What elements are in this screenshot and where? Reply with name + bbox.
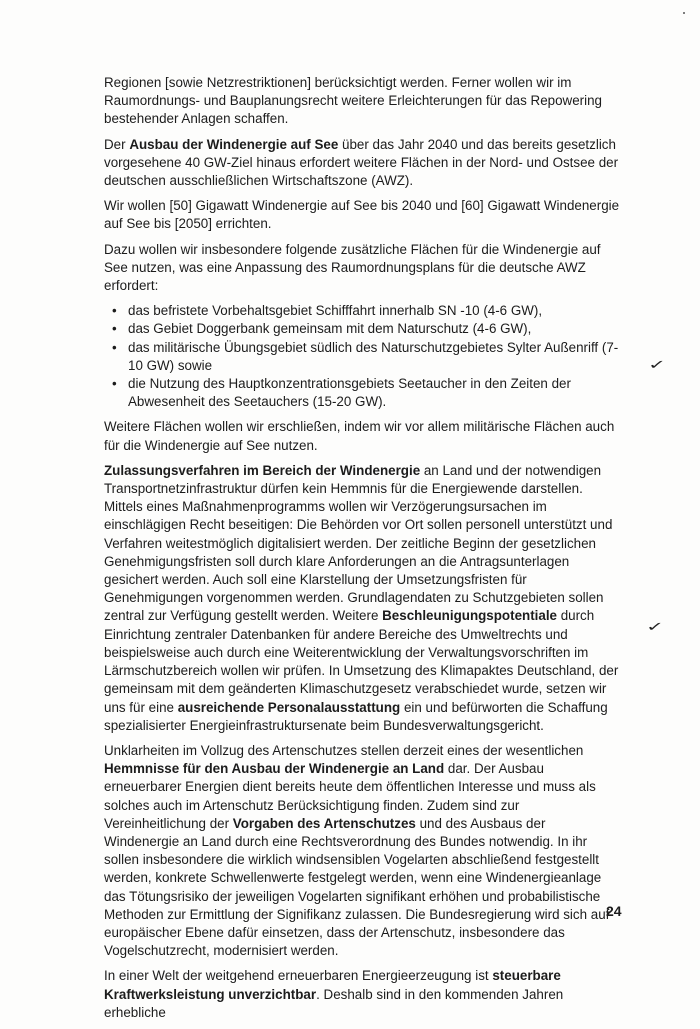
bullet-text: das befristete Vorbehaltsgebiet Schifffahrt innerhalb SN -10 (4-6 GW), <box>128 303 543 319</box>
text-run: In einer Welt der weitgehend erneuerbaren Energieerzeugung ist <box>104 968 493 984</box>
text-run: an Land und der notwendigen Transportnetzinfrastruktur dürfen kein Hemmnis für die Energiewende darstellen. Mittels eines Maßnahmenprogramms wollen wir Verzögerungsursachen im einschlägigen Recht beseitigen: Die Behörden vor Ort sollen personell unterstützt und Verfahren weitestmöglich digitalisiert werden. Der zeitliche Beginn der gesetzlichen Genehmigungsfristen soll durch klare Anforderungen an die Antragsunterlagen gesichert werden. Auch soll eine Klarstellung der Umsetzungsfristen für Genehmigungen vorgenommen werden. Grundlagendaten zu Schutzgebieten sollen zentral zur Verfügung gestellt werden. Weitere <box>104 462 613 624</box>
paragraph-p4 <box>104 241 624 296</box>
scan-speck <box>683 12 685 14</box>
text-run: Regionen [sowie Netzrestriktionen] berücksichtigt werden. Ferner wollen wir im Raumordnungs- und Bauplanungsrecht weitere Erleichterungen für das Repowering bestehender Anlagen schaffen. <box>104 75 602 127</box>
paragraph-p7 <box>104 742 624 960</box>
bold-phrase: steuerbare Kraftwerksleistung unverzichtbar <box>104 968 561 1002</box>
paragraphs-top <box>104 74 624 295</box>
text-run: Weitere Flächen wollen wir erschließen, indem wir vor allem militärische Flächen auch für die Windenergie auf See nutzen. <box>104 419 615 453</box>
bold-phrase: Ausbau der Windenergie auf See <box>129 136 339 152</box>
bullet-item <box>104 302 624 320</box>
paragraph-p1 <box>104 74 624 129</box>
bullet-item <box>104 339 624 375</box>
text-run: Wir wollen [50] Gigawatt Windenergie auf See bis 2040 und [60] Gigawatt Windenergie auf See bis [2050] errichten. <box>104 198 620 232</box>
margin-check-mark-1: ✓ <box>648 357 667 373</box>
text-run: . Deshalb sind in den kommenden Jahren erhebliche <box>104 986 564 1020</box>
paragraph-p2 <box>104 136 624 191</box>
margin-check-mark-2: ✓ <box>646 619 665 635</box>
bullet-text: das militärische Übungsgebiet südlich des Naturschutzgebietes Sylter Außenriff (7-10 GW) sowie <box>128 339 619 373</box>
page-number: 24 <box>606 903 622 919</box>
text-run: Der <box>104 136 130 152</box>
text-run: durch Einrichtung zentraler Datenbanken für andere Bereiche des Umweltrechts und beispielsweise auch durch eine Weiterentwicklung der Verwaltungsvorschriften im Lärmschutzbereich wollen wir prüfen. In Umsetzung des Klimapaktes Deutschland, der gemeinsam mit dem geänderten Klimaschutzgesetz verabschiedet wurde, setzen wir uns für eine <box>104 608 619 715</box>
text-run: ein und befürworten die Schaffung spezialisierter Energieinfrastruktursenate beim Bundesverwaltungsgericht. <box>104 699 608 733</box>
text-run: über das Jahr 2040 und das bereits gesetzlich vorgesehene 40 GW-Ziel hinaus erfordert weitere Flächen in der Nord- und Ostsee der deutschen ausschließlichen Wirtschaftszone (AWZ). <box>104 136 619 189</box>
bullet-icon: • <box>112 321 117 337</box>
bullet-list <box>104 302 624 411</box>
text-run: Unklarheiten im Vollzug des Artenschutzes stellen derzeit eines der wesentlichen <box>104 742 584 758</box>
paragraph-p8 <box>104 967 624 1022</box>
document-body <box>104 74 624 1029</box>
paragraph-p3 <box>104 197 624 233</box>
bullet-text: die Nutzung des Hauptkonzentrationsgebiets Seetaucher in den Zeiten der Abwesenheit des Seetauchers (15-20 GW). <box>128 376 571 410</box>
bullet-item <box>104 375 624 411</box>
bullet-icon: • <box>112 303 117 319</box>
paragraphs-bottom <box>104 418 624 1022</box>
bold-phrase: ausreichende Personalausstattung <box>177 699 401 715</box>
bullet-text: das Gebiet Doggerbank gemeinsam mit dem Naturschutz (4-6 GW), <box>128 321 532 337</box>
paragraph-p5 <box>104 418 624 454</box>
bold-phrase: Hemmnisse für den Ausbau der Windenergie an Land <box>104 761 445 777</box>
bold-phrase: Zulassungsverfahren im Bereich der Windenergie <box>104 462 421 478</box>
text-run: Dazu wollen wir insbesondere folgende zusätzliche Flächen für die Windenergie auf See nutzen, was eine Anpassung des Raumordnungsplans für die deutsche AWZ erfordert: <box>104 241 601 294</box>
paragraph-p6 <box>104 462 624 735</box>
bold-phrase: Beschleunigungspotentiale <box>382 608 557 624</box>
text-run: und des Ausbaus der Windenergie an Land durch eine Rechtsverordnung des Bundes notwendig. In ihr sollen insbesondere die wirklich windsensiblen Vogelarten abschließend festgestellt werden, konkrete Schwellenwerte festgelegt werden, wenn eine Windenergieanlage das Tötungsrisiko der jeweiligen Vogelarten signifikant erhöhen und probabilistische Methoden zur Ermittlung der Signifikanz zulassen. Die Bundesregierung wird sich auf europäischer Ebene dafür einsetzen, dass der Artenschutz, insbesondere das Vogelschutzrecht, modernisiert werden. <box>104 815 610 959</box>
text-run: dar. Der Ausbau erneuerbarer Energien dient bereits heute dem öffentlichen Interesse und muss als solches auch im Artenschutz Berücksichtigung finden. Zudem sind zur Vereinheitlichung der <box>104 761 596 831</box>
bullet-icon: • <box>112 376 117 392</box>
bullet-icon: • <box>112 339 117 355</box>
bullet-item <box>104 320 624 338</box>
bold-phrase: Vorgaben des Artenschutzes <box>232 815 416 831</box>
